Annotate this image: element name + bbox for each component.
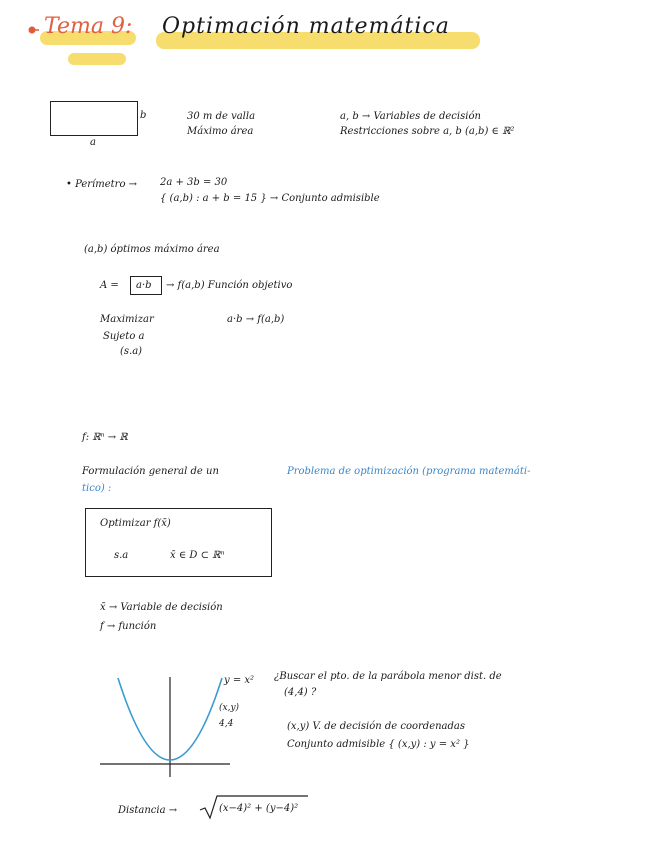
rect-side-b: b xyxy=(140,110,147,121)
area-label: A = xyxy=(100,280,119,291)
sujeto-text: Sujeto a xyxy=(103,331,145,342)
variable-decision-text: x̄ → Variable de decisión xyxy=(100,602,223,613)
ab-boxed-text: a·b xyxy=(136,280,152,291)
rectangle-sketch xyxy=(50,101,138,136)
conjunto-parabola-text: Conjunto admisible { (x,y) : y = x² } xyxy=(287,739,470,750)
rect-side-a: a xyxy=(90,137,96,148)
title-bullet-icon xyxy=(26,23,40,37)
optimos-text: (a,b) óptimos máximo área xyxy=(84,244,220,255)
restrictions-text: Restricciones sobre a, b (a,b) ∈ ℝ² xyxy=(340,126,515,137)
problema-optimizacion-text-cont: tico) : xyxy=(82,483,112,494)
sa-label: s.a xyxy=(114,550,129,561)
question-text-2: (4,4) ? xyxy=(284,687,317,698)
decision-vars-text: a, b → Variables de decisión xyxy=(340,111,481,122)
page-title: Optimación matemática xyxy=(162,14,450,39)
maximizar-text: Maximizar xyxy=(100,314,154,325)
curve-label: y = x² xyxy=(224,675,255,686)
sa-text: (s.a) xyxy=(120,346,143,357)
conjunto-admisible-text: { (a,b) : a + b = 15 } → Conjunto admisible xyxy=(160,193,380,204)
optimizar-text: Optimizar f(x̄) xyxy=(100,518,171,529)
tema-highlight-small xyxy=(68,53,126,65)
tema-label: Tema 9: xyxy=(44,14,133,39)
point-label: (x,y) xyxy=(219,703,240,713)
distance-formula: (x−4)² + (y−4)² xyxy=(219,803,299,814)
point-label-2: 4,4 xyxy=(219,719,234,729)
vars-decision-text: (x,y) V. de decisión de coordenadas xyxy=(287,721,466,732)
problema-optimizacion-text: Problema de optimización (programa matemáti- xyxy=(287,466,531,477)
max-area-text: Máximo área xyxy=(187,126,254,137)
valla-text: 30 m de valla xyxy=(187,111,256,122)
perimetro-equation: 2a + 3b = 30 xyxy=(160,177,228,188)
perimetro-label: • Perímetro → xyxy=(66,179,138,190)
formulacion-text: Formulación general de un xyxy=(82,466,219,477)
objective-function-text: → f(a,b) Función objetivo xyxy=(166,280,293,291)
funcion-text: f → función xyxy=(100,621,157,632)
ab-function-text: a·b → f(a,b) xyxy=(227,314,285,325)
f-map-text: f: ℝⁿ → ℝ xyxy=(82,432,128,443)
constraint-text: x̄ ∈ D ⊂ ℝⁿ xyxy=(170,550,225,561)
question-text: ¿Buscar el pto. de la parábola menor dist. de xyxy=(274,671,502,682)
distancia-label: Distancia → xyxy=(118,805,178,816)
